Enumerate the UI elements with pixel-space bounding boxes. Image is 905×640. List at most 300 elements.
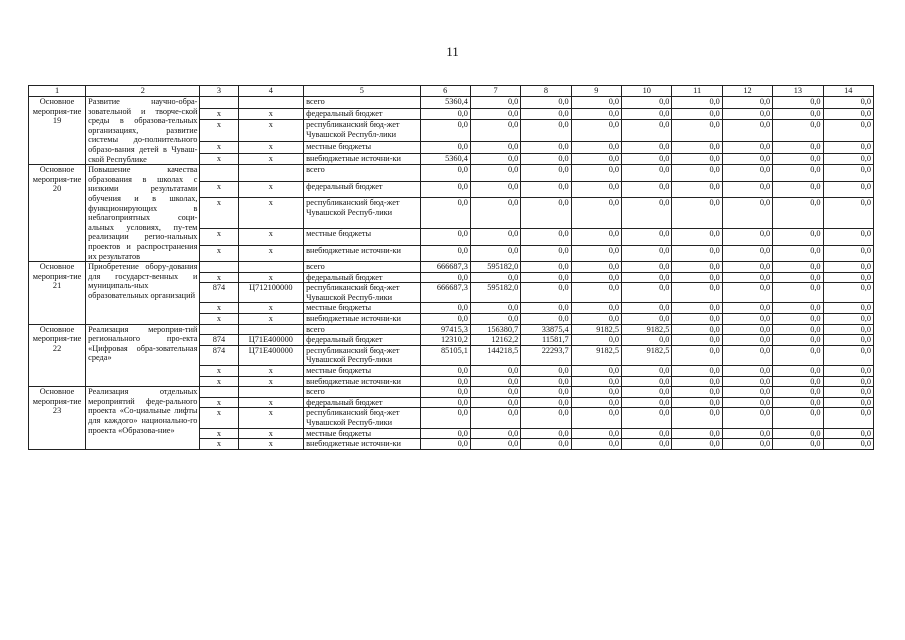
target-article-code: x — [238, 108, 304, 120]
grbs-code: x — [200, 181, 238, 197]
amount-cell: 0,0 — [622, 181, 672, 197]
amount-cell: 0,0 — [521, 181, 571, 197]
amount-cell: 0,0 — [622, 397, 672, 408]
grbs-code: x — [200, 428, 238, 439]
column-header: 1 — [29, 86, 86, 97]
amount-cell: 0,0 — [773, 303, 823, 314]
amount-cell: 0,0 — [571, 120, 621, 142]
amount-cell: 0,0 — [722, 181, 772, 197]
amount-cell: 0,0 — [722, 142, 772, 154]
funding-source: федеральный бюджет — [304, 181, 420, 197]
amount-cell: 0,0 — [571, 387, 621, 398]
header-row — [29, 86, 874, 97]
amount-cell: 0,0 — [722, 272, 772, 283]
target-article-code: x — [238, 428, 304, 439]
funding-source: всего — [304, 324, 420, 335]
amount-cell: 0,0 — [571, 108, 621, 120]
amount-cell: 0,0 — [622, 387, 672, 398]
amount-cell: 0,0 — [773, 408, 823, 428]
amount-cell: 0,0 — [722, 108, 772, 120]
event-description: Развитие научно-обра-зовательной и творче-ской среды в образова-тельных организациях, развитие системы до-полнительного образо-вания детей в Чуваш-ской Республике — [86, 97, 200, 165]
amount-cell: 0,0 — [420, 165, 470, 181]
amount-cell: 0,0 — [420, 197, 470, 228]
amount-cell: 0,0 — [571, 165, 621, 181]
amount-cell: 0,0 — [722, 314, 772, 325]
amount-cell: 0,0 — [773, 345, 823, 365]
grbs-code: x — [200, 303, 238, 314]
grbs-code: x — [200, 142, 238, 154]
grbs-code: x — [200, 397, 238, 408]
amount-cell: 0,0 — [521, 272, 571, 283]
amount-cell: 0,0 — [773, 197, 823, 228]
event-name: Основное мероприя-тие 23 — [29, 387, 86, 450]
amount-cell: 0,0 — [420, 408, 470, 428]
amount-cell: 22293,7 — [521, 345, 571, 365]
amount-cell: 0,0 — [773, 324, 823, 335]
target-article-code — [238, 165, 304, 181]
amount-cell: 0,0 — [470, 197, 520, 228]
amount-cell: 0,0 — [722, 366, 772, 377]
amount-cell: 0,0 — [823, 245, 873, 261]
amount-cell: 0,0 — [823, 345, 873, 365]
amount-cell: 0,0 — [470, 428, 520, 439]
amount-cell: 0,0 — [773, 245, 823, 261]
funding-source: всего — [304, 97, 420, 109]
table-row — [29, 387, 874, 398]
amount-cell: 0,0 — [672, 245, 722, 261]
amount-cell: 0,0 — [672, 324, 722, 335]
amount-cell: 0,0 — [823, 335, 873, 346]
amount-cell: 0,0 — [521, 397, 571, 408]
grbs-code: x — [200, 314, 238, 325]
target-article-code: x — [238, 314, 304, 325]
amount-cell: 0,0 — [622, 439, 672, 450]
amount-cell: 0,0 — [470, 153, 520, 165]
amount-cell: 0,0 — [622, 153, 672, 165]
funding-source: местные бюджеты — [304, 428, 420, 439]
funding-source: местные бюджеты — [304, 366, 420, 377]
amount-cell: 0,0 — [773, 108, 823, 120]
amount-cell: 0,0 — [571, 428, 621, 439]
amount-cell: 0,0 — [672, 366, 722, 377]
grbs-code: 874 — [200, 335, 238, 346]
amount-cell: 0,0 — [622, 376, 672, 387]
amount-cell: 0,0 — [722, 345, 772, 365]
amount-cell: 0,0 — [622, 428, 672, 439]
target-article-code: x — [238, 272, 304, 283]
amount-cell: 0,0 — [823, 314, 873, 325]
funding-source: республиканский бюд-жет Чувашской Республ-лики — [304, 120, 420, 142]
amount-cell: 0,0 — [571, 366, 621, 377]
amount-cell: 0,0 — [571, 262, 621, 273]
page-number: 11 — [446, 44, 459, 59]
table-row — [29, 165, 874, 181]
amount-cell: 0,0 — [521, 303, 571, 314]
budget-table — [28, 85, 874, 450]
funding-source: федеральный бюджет — [304, 397, 420, 408]
column-header: 12 — [722, 86, 772, 97]
amount-cell: 0,0 — [672, 428, 722, 439]
amount-cell: 0,0 — [571, 272, 621, 283]
amount-cell: 0,0 — [773, 366, 823, 377]
funding-source: внебюджетные источни-ки — [304, 153, 420, 165]
amount-cell: 9182,5 — [571, 324, 621, 335]
target-article-code — [238, 97, 304, 109]
target-article-code: Ц71E400000 — [238, 335, 304, 346]
funding-source: местные бюджеты — [304, 142, 420, 154]
grbs-code — [200, 262, 238, 273]
amount-cell: 0,0 — [823, 142, 873, 154]
amount-cell: 9182,5 — [622, 345, 672, 365]
grbs-code — [200, 97, 238, 109]
target-article-code: x — [238, 397, 304, 408]
amount-cell: 0,0 — [622, 229, 672, 245]
amount-cell: 0,0 — [521, 245, 571, 261]
amount-cell: 0,0 — [420, 314, 470, 325]
event-name: Основное мероприя-тие 19 — [29, 97, 86, 165]
amount-cell: 0,0 — [521, 314, 571, 325]
amount-cell: 11581,7 — [521, 335, 571, 346]
event-name: Основное мероприя-тие 22 — [29, 324, 86, 387]
amount-cell: 0,0 — [672, 408, 722, 428]
amount-cell: 0,0 — [470, 397, 520, 408]
amount-cell: 0,0 — [521, 165, 571, 181]
amount-cell: 0,0 — [622, 262, 672, 273]
amount-cell: 0,0 — [722, 428, 772, 439]
amount-cell: 0,0 — [722, 376, 772, 387]
amount-cell: 0,0 — [622, 120, 672, 142]
column-header: 9 — [571, 86, 621, 97]
amount-cell: 0,0 — [622, 335, 672, 346]
amount-cell: 0,0 — [622, 97, 672, 109]
target-article-code: x — [238, 366, 304, 377]
amount-cell: 0,0 — [773, 142, 823, 154]
amount-cell: 0,0 — [571, 153, 621, 165]
grbs-code: x — [200, 108, 238, 120]
amount-cell: 0,0 — [823, 165, 873, 181]
amount-cell: 0,0 — [773, 181, 823, 197]
amount-cell: 0,0 — [622, 303, 672, 314]
grbs-code: x — [200, 153, 238, 165]
amount-cell: 0,0 — [722, 120, 772, 142]
target-article-code: x — [238, 142, 304, 154]
amount-cell: 0,0 — [571, 376, 621, 387]
amount-cell: 0,0 — [672, 181, 722, 197]
amount-cell: 0,0 — [521, 197, 571, 228]
amount-cell: 666687,3 — [420, 262, 470, 273]
amount-cell: 0,0 — [722, 324, 772, 335]
target-article-code: Ц712100000 — [238, 283, 304, 303]
table-row — [29, 97, 874, 109]
amount-cell: 0,0 — [722, 165, 772, 181]
grbs-code — [200, 324, 238, 335]
column-header: 6 — [420, 86, 470, 97]
amount-cell: 12310,2 — [420, 335, 470, 346]
amount-cell: 0,0 — [722, 262, 772, 273]
amount-cell: 0,0 — [420, 439, 470, 450]
amount-cell: 0,0 — [470, 272, 520, 283]
amount-cell: 0,0 — [470, 408, 520, 428]
amount-cell: 0,0 — [773, 397, 823, 408]
amount-cell: 0,0 — [420, 428, 470, 439]
amount-cell: 0,0 — [823, 108, 873, 120]
amount-cell: 0,0 — [672, 272, 722, 283]
amount-cell: 0,0 — [773, 120, 823, 142]
amount-cell: 0,0 — [672, 108, 722, 120]
funding-source: внебюджетные источни-ки — [304, 439, 420, 450]
amount-cell: 0,0 — [722, 153, 772, 165]
amount-cell: 0,0 — [773, 272, 823, 283]
amount-cell: 0,0 — [773, 229, 823, 245]
amount-cell: 0,0 — [470, 97, 520, 109]
amount-cell: 0,0 — [470, 314, 520, 325]
amount-cell: 0,0 — [521, 408, 571, 428]
grbs-code: x — [200, 120, 238, 142]
amount-cell: 0,0 — [622, 283, 672, 303]
amount-cell: 0,0 — [672, 262, 722, 273]
amount-cell: 0,0 — [521, 120, 571, 142]
amount-cell: 0,0 — [571, 197, 621, 228]
amount-cell: 0,0 — [470, 303, 520, 314]
amount-cell: 0,0 — [823, 387, 873, 398]
amount-cell: 0,0 — [672, 197, 722, 228]
amount-cell: 0,0 — [521, 387, 571, 398]
amount-cell: 0,0 — [420, 387, 470, 398]
event-name: Основное мероприя-тие 20 — [29, 165, 86, 262]
amount-cell: 0,0 — [521, 229, 571, 245]
amount-cell: 0,0 — [672, 335, 722, 346]
amount-cell: 0,0 — [672, 314, 722, 325]
amount-cell: 0,0 — [823, 376, 873, 387]
amount-cell: 0,0 — [773, 153, 823, 165]
amount-cell: 0,0 — [521, 283, 571, 303]
amount-cell: 0,0 — [571, 335, 621, 346]
amount-cell: 0,0 — [722, 197, 772, 228]
funding-source: местные бюджеты — [304, 303, 420, 314]
amount-cell: 0,0 — [823, 428, 873, 439]
funding-source: республиканский бюд-жет Чувашской Респуб-лики — [304, 408, 420, 428]
amount-cell: 0,0 — [622, 366, 672, 377]
column-header: 7 — [470, 86, 520, 97]
amount-cell: 0,0 — [672, 97, 722, 109]
funding-source: республиканский бюд-жет Чувашской Респуб-лики — [304, 345, 420, 365]
target-article-code: x — [238, 153, 304, 165]
amount-cell: 9182,5 — [571, 345, 621, 365]
amount-cell: 5360,4 — [420, 153, 470, 165]
amount-cell: 0,0 — [773, 314, 823, 325]
amount-cell: 0,0 — [571, 303, 621, 314]
amount-cell: 0,0 — [823, 366, 873, 377]
amount-cell: 0,0 — [470, 108, 520, 120]
event-description: Приобретение обору-дования для государст-венных и муниципаль-ных образовательных организаций — [86, 262, 200, 325]
amount-cell: 0,0 — [521, 366, 571, 377]
funding-source: федеральный бюджет — [304, 335, 420, 346]
grbs-code: x — [200, 439, 238, 450]
amount-cell: 0,0 — [470, 165, 520, 181]
amount-cell: 0,0 — [823, 439, 873, 450]
target-article-code: x — [238, 376, 304, 387]
target-article-code — [238, 324, 304, 335]
funding-source: федеральный бюджет — [304, 272, 420, 283]
amount-cell: 0,0 — [420, 366, 470, 377]
amount-cell: 0,0 — [773, 376, 823, 387]
amount-cell: 0,0 — [571, 439, 621, 450]
amount-cell: 0,0 — [470, 229, 520, 245]
grbs-code: x — [200, 245, 238, 261]
target-article-code: x — [238, 439, 304, 450]
amount-cell: 0,0 — [521, 97, 571, 109]
funding-source: внебюджетные источни-ки — [304, 376, 420, 387]
funding-source: внебюджетные источни-ки — [304, 245, 420, 261]
amount-cell: 0,0 — [420, 108, 470, 120]
table-row — [29, 324, 874, 335]
amount-cell: 0,0 — [722, 408, 772, 428]
column-header: 11 — [672, 86, 722, 97]
amount-cell: 0,0 — [773, 165, 823, 181]
amount-cell: 0,0 — [773, 335, 823, 346]
amount-cell: 0,0 — [521, 376, 571, 387]
amount-cell: 0,0 — [622, 408, 672, 428]
amount-cell: 0,0 — [722, 229, 772, 245]
amount-cell: 0,0 — [622, 142, 672, 154]
event-description: Реализация мероприя-тий регионального про-екта «Цифровая обра-зовательная среда» — [86, 324, 200, 387]
amount-cell: 0,0 — [823, 272, 873, 283]
amount-cell: 0,0 — [823, 120, 873, 142]
target-article-code: x — [238, 245, 304, 261]
column-header: 5 — [304, 86, 420, 97]
amount-cell: 0,0 — [823, 397, 873, 408]
amount-cell: 0,0 — [823, 153, 873, 165]
amount-cell: 0,0 — [420, 142, 470, 154]
amount-cell: 0,0 — [722, 97, 772, 109]
amount-cell: 0,0 — [420, 272, 470, 283]
target-article-code: x — [238, 181, 304, 197]
amount-cell: 0,0 — [420, 229, 470, 245]
amount-cell: 0,0 — [672, 439, 722, 450]
amount-cell: 0,0 — [773, 97, 823, 109]
amount-cell: 0,0 — [521, 108, 571, 120]
amount-cell: 0,0 — [420, 397, 470, 408]
target-article-code — [238, 262, 304, 273]
amount-cell: 0,0 — [420, 245, 470, 261]
column-header: 10 — [622, 86, 672, 97]
amount-cell: 0,0 — [672, 397, 722, 408]
grbs-code: x — [200, 408, 238, 428]
amount-cell: 156380,7 — [470, 324, 520, 335]
amount-cell: 0,0 — [571, 283, 621, 303]
amount-cell: 5360,4 — [420, 97, 470, 109]
amount-cell: 0,0 — [420, 303, 470, 314]
amount-cell: 0,0 — [622, 245, 672, 261]
amount-cell: 0,0 — [521, 428, 571, 439]
target-article-code: x — [238, 408, 304, 428]
amount-cell: 0,0 — [823, 97, 873, 109]
amount-cell: 0,0 — [823, 283, 873, 303]
amount-cell: 0,0 — [521, 153, 571, 165]
grbs-code: x — [200, 366, 238, 377]
amount-cell: 0,0 — [722, 439, 772, 450]
column-header: 2 — [86, 86, 200, 97]
funding-source: всего — [304, 387, 420, 398]
amount-cell: 0,0 — [823, 303, 873, 314]
amount-cell: 0,0 — [722, 245, 772, 261]
amount-cell: 144218,5 — [470, 345, 520, 365]
grbs-code: 874 — [200, 283, 238, 303]
funding-source: всего — [304, 262, 420, 273]
grbs-code — [200, 387, 238, 398]
amount-cell: 0,0 — [571, 397, 621, 408]
amount-cell: 0,0 — [722, 387, 772, 398]
funding-source: республиканский бюд-жет Чувашской Респуб-лики — [304, 283, 420, 303]
amount-cell: 0,0 — [470, 181, 520, 197]
amount-cell: 0,0 — [622, 165, 672, 181]
amount-cell: 0,0 — [470, 142, 520, 154]
column-header: 14 — [823, 86, 873, 97]
amount-cell: 0,0 — [571, 245, 621, 261]
table-row — [29, 262, 874, 273]
amount-cell: 0,0 — [672, 120, 722, 142]
amount-cell: 0,0 — [773, 262, 823, 273]
event-description: Повышение качества образования в школах с низкими результатами обучения и в школах, функционирующих в неблагоприятных соци-альных условиях, пу-тем реализации регио-нальных проектов и распространения их результатов — [86, 165, 200, 262]
amount-cell: 0,0 — [722, 335, 772, 346]
grbs-code — [200, 165, 238, 181]
amount-cell: 0,0 — [672, 153, 722, 165]
amount-cell: 0,0 — [672, 387, 722, 398]
amount-cell: 0,0 — [823, 229, 873, 245]
funding-source: всего — [304, 165, 420, 181]
amount-cell: 0,0 — [571, 314, 621, 325]
amount-cell: 0,0 — [571, 142, 621, 154]
grbs-code: x — [200, 229, 238, 245]
amount-cell: 0,0 — [722, 303, 772, 314]
amount-cell: 0,0 — [672, 345, 722, 365]
grbs-code: x — [200, 197, 238, 228]
funding-source: внебюджетные источни-ки — [304, 314, 420, 325]
target-article-code: Ц71E400000 — [238, 345, 304, 365]
amount-cell: 0,0 — [521, 142, 571, 154]
funding-source: местные бюджеты — [304, 229, 420, 245]
target-article-code: x — [238, 197, 304, 228]
amount-cell: 0,0 — [672, 376, 722, 387]
funding-source: республиканский бюд-жет Чувашской Респуб-лики — [304, 197, 420, 228]
target-article-code — [238, 387, 304, 398]
amount-cell: 0,0 — [722, 283, 772, 303]
amount-cell: 0,0 — [773, 439, 823, 450]
amount-cell: 666687,3 — [420, 283, 470, 303]
amount-cell: 0,0 — [823, 262, 873, 273]
amount-cell: 0,0 — [672, 165, 722, 181]
amount-cell: 0,0 — [420, 181, 470, 197]
amount-cell: 0,0 — [420, 376, 470, 387]
target-article-code: x — [238, 229, 304, 245]
amount-cell: 97415,3 — [420, 324, 470, 335]
amount-cell: 0,0 — [521, 262, 571, 273]
amount-cell: 0,0 — [470, 245, 520, 261]
amount-cell: 0,0 — [470, 376, 520, 387]
amount-cell: 85105,1 — [420, 345, 470, 365]
amount-cell: 0,0 — [571, 408, 621, 428]
amount-cell: 9182,5 — [622, 324, 672, 335]
amount-cell: 0,0 — [622, 314, 672, 325]
amount-cell: 0,0 — [622, 272, 672, 283]
event-name: Основное мероприя-тие 21 — [29, 262, 86, 325]
amount-cell: 33875,4 — [521, 324, 571, 335]
amount-cell: 0,0 — [672, 303, 722, 314]
amount-cell: 0,0 — [622, 197, 672, 228]
grbs-code: 874 — [200, 345, 238, 365]
amount-cell: 0,0 — [672, 142, 722, 154]
target-article-code: x — [238, 120, 304, 142]
